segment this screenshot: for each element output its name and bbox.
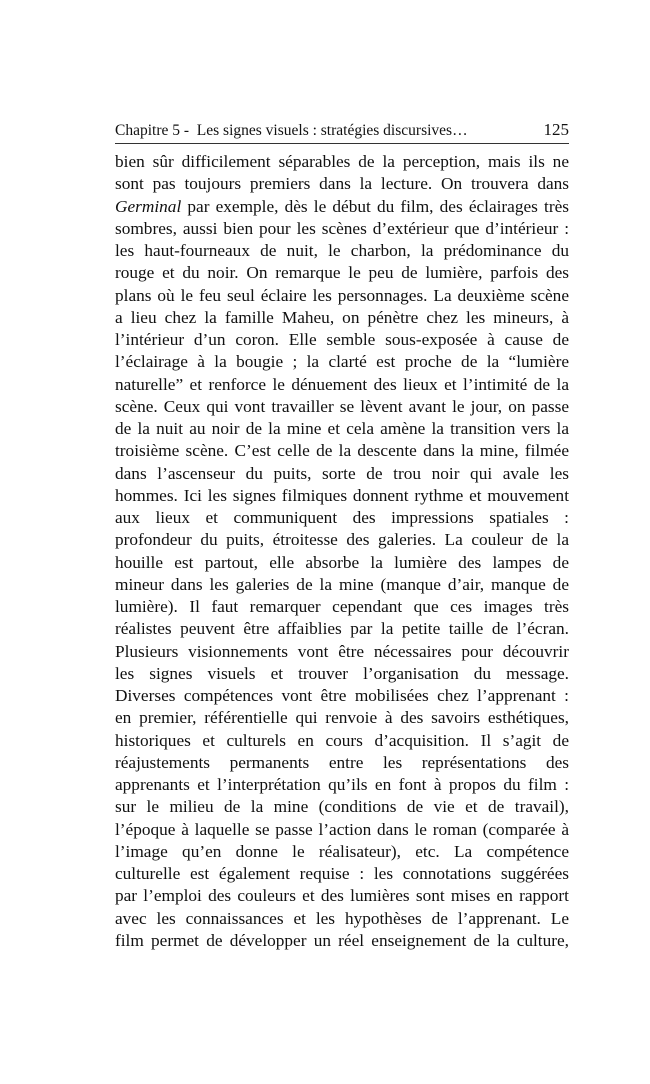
text-line: sont pas toujours premiers dans la lecture. On trouvera dans (115, 174, 569, 194)
text-line: plans où le feu seul éclaire les personnages. La deuxième scène (115, 285, 569, 305)
text-line: sombres, aussi bien pour les scènes d’extérieur que d’intérieur : (115, 218, 569, 238)
text-line: Plusieurs visionnements vont être nécessaires pour découvrir (115, 641, 569, 661)
text-line: mineur dans les galeries de la mine (manque d’air, manque de (115, 574, 569, 594)
text-line: houille est partout, elle absorbe la lumière des lampes de (115, 552, 569, 572)
text-line: de la nuit au noir de la mine et cela amène la transition vers la (115, 419, 569, 438)
text-line: aux lieux et communiquent des impressions spatiales : (115, 508, 569, 527)
chapter-title: Chapitre 5 - Les signes visuels : stratégies discursives… (115, 122, 468, 139)
text-line: film permet de développer un réel enseignement de la culture, (115, 930, 569, 950)
text-line: apprenants et l’interprétation qu’ils en font à propos du film : (115, 775, 569, 794)
running-header (115, 119, 569, 144)
text-line: avec les connaissances et les hypothèses de l’apprenant. Le (115, 908, 569, 928)
text-line: scène. Ceux qui vont travailler se lèvent avant le jour, on passe (115, 396, 569, 416)
text-line: l’éclairage à la bougie ; la clarté est proche de la “lumière (115, 352, 569, 372)
text-line: dans l’ascenseur du puits, sorte de trou noir qui avale les (115, 463, 569, 483)
text-line: historiques et culturels en cours d’acquisition. Il s’agit de (115, 730, 569, 750)
text-line (115, 196, 569, 218)
text-line: en premier, référentielle qui renvoie à des savoirs esthétiques, (115, 708, 569, 728)
text-line: culturelle est également requise : les connotations suggérées (115, 864, 569, 883)
text-line: troisième scène. C’est celle de la descente dans la mine, filmée (115, 441, 569, 461)
text-line: réajustements permanents entre les représentations des (115, 752, 569, 772)
body-text (115, 151, 569, 952)
text-line: hommes. Ici les signes filmiques donnent rythme et mouvement (115, 485, 569, 505)
text-line: les signes visuels et trouver l’organisation du message. (115, 663, 569, 683)
text-line: a lieu chez la famille Maheu, on pénètre chez les mineurs, à (115, 307, 569, 327)
text-line: bien sûr difficilement séparables de la perception, mais ils ne (115, 152, 569, 171)
film-title: Germinal (115, 196, 182, 216)
text-line: par l’emploi des couleurs et des lumières sont mises en rapport (115, 886, 569, 906)
text-line: l’image qu’en donne le réalisateur), etc. La compétence (115, 841, 569, 861)
text-line: l’intérieur d’un coron. Elle semble sous-exposée à cause de (115, 330, 569, 349)
text-span: par exemple, dès le début du film, des éclairages très (181, 196, 569, 216)
text-line: l’époque à laquelle se passe l’action dans le roman (comparée à (115, 819, 569, 839)
text-line: les haut-fourneaux de nuit, le charbon, la prédominance du (115, 241, 569, 260)
page-number: 125 (543, 120, 569, 139)
text-line: lumière). Il faut remarquer cependant que ces images très (115, 597, 569, 616)
text-line: sur le milieu de la mine (conditions de vie et de travail), (115, 797, 569, 817)
text-line: rouge et du noir. On remarque le peu de lumière, parfois des (115, 263, 569, 283)
text-line: naturelle” et renforce le dénuement des lieux et l’intimité de la (115, 374, 569, 394)
text-line: réalistes peuvent être affaiblies par la petite taille de l’écran. (115, 619, 569, 639)
text-line: profondeur du puits, étroitesse des galeries. La couleur de la (115, 530, 569, 550)
text-line: Diverses compétences vont être mobilisées chez l’apprenant : (115, 686, 569, 705)
